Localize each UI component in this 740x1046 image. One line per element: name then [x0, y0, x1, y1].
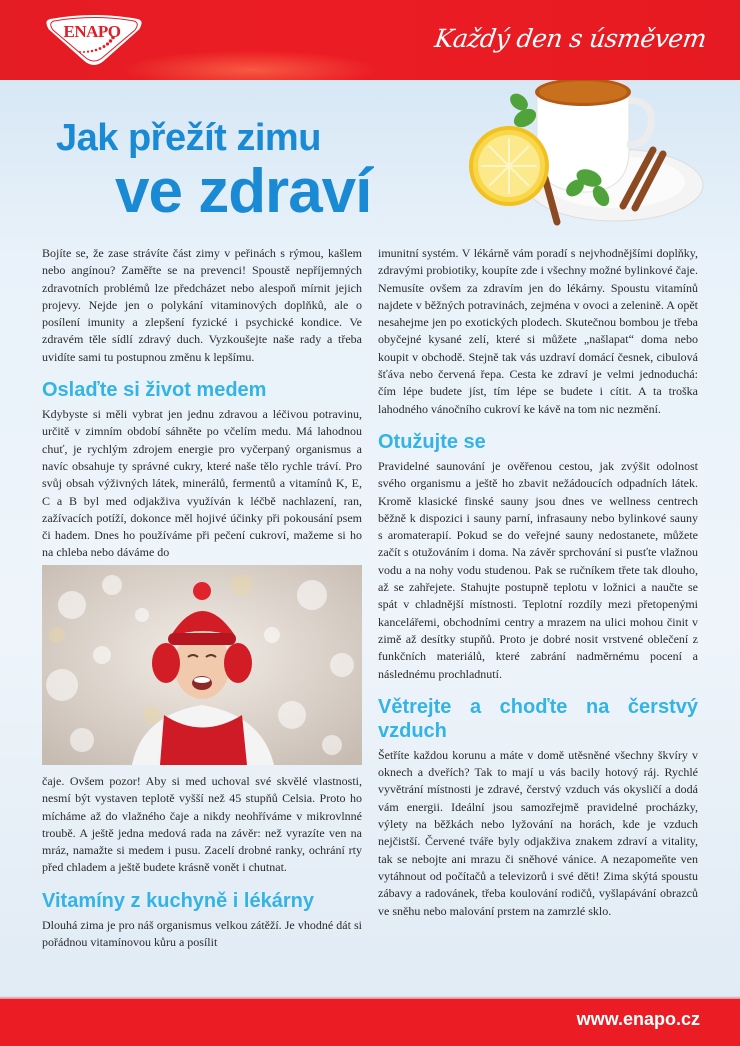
tea-cup-illustration [465, 80, 715, 230]
section-heading: Větrejte a choďte na čerstvý vzduch [378, 695, 698, 742]
section-paragraph: čaje. Ovšem pozor! Aby si med uchoval své skvělé vlastnosti, nesmí být vystaven teplotě vyšší než 45 stupňů Celsia. Proto ho mícháme až do vlažného čaje a nikdy neohříváme v mikrovlnné troubě. A ještě jedna medová rada na závěr: než vyrazíte ven na mráz, namažte si medem i pusu. Zacelí drobné ranky, ochrání rty před chladem a ještě budete krásně vonět i chutnat. [42, 774, 362, 875]
logo-text: ENAPO [63, 22, 121, 41]
intro-paragraph: Bojíte se, že zase strávíte část zimy v peřinách s rýmou, kašlem nebo angínou? Zaměřte se na prevenci! Spoustě nepříjemných zdravotních problémů lze předcházet nebo alespoň mírnit jejich projevy. Nejde jen o polykání vitaminových doplňků, ale o posílení imunity a zlepšení fyzické i psychické kondice. Ve zdravém těle sídlí zdravý duch. Vyzkoušejte naše rady a třeba uvidíte sami tu postupnou změnu k lepšímu. [42, 246, 362, 364]
column-left-continued [42, 773, 362, 951]
section-heading: Vitamíny z kuchyně i lékárny [42, 889, 314, 912]
section-heading: Otužujte se [378, 430, 486, 453]
photo-illustration [42, 565, 362, 765]
section-paragraph: Dlouhá zima je pro náš organismus velkou zátěží. Je vhodné dát si pořádnou vitamínovou kůru a posílit [42, 917, 362, 950]
section-paragraph: imunitní systém. V lékárně vám poradí s nejvhodnějšími doplňky, zdravými probiotiky, koupíte zde i všechny možné bylinkové čaje. Nemusíte ovšem za zdravím jen do lékárny. Spoustu vitamínů najdete v běžných potravinách, zejména v ovoci a zelenině. A opět nesahejme jen po exotických plodech. Skutečnou bombou je třeba obyčejné kysané zelí, které si můžete „našlapat“ doma nebo koupit v obchodě. Stejně tak vás uzdraví domácí česnek, cibulová šťáva nebo červená řepa. Cesta ke zdraví je velmi jednoduchá: čím lépe budete jíst, tím lépe se budete i cítit. A ta troška lahodného vánočního cukroví ke kávě na tom nic nezmění. [378, 246, 698, 416]
website-link[interactable]: www.enapo.cz [576, 1009, 700, 1029]
slogan: Každý den s úsměvem [432, 24, 709, 53]
header-banner [0, 0, 740, 80]
page-title-line2: ve zdraví [115, 157, 372, 226]
section-paragraph: Šetříte každou korunu a máte v domě utěsněné všechny škvíry v oknech a dveřích? Tak to mají u vás bacily hotový ráj. Rychlé vyvětrání místnosti je zdravé, čerstvý vzduch vás okysličí a dodá vám energii. Ideální jsou samozřejmě pravidelné procházky, výlety na běžkách nebo lyžování na horách, kde je vzduch nejčistší. Červené tváře byly odjakživa znakem zdraví a vitality, tak se nebojte ani mrazu či sněhové vánice. A nezapomeňte ven vytáhnout od počítačů a televizorů i své děti! Zima skýtá spoustu zábavy a radovánek, třeba koulování rodičů, vyšlapávání obrazců ve sněhu nebo malování prstem na zamrzlé sklo. [378, 747, 698, 918]
section-heading: Oslaďte si život medem [42, 379, 267, 402]
enapo-logo[interactable] [42, 12, 146, 68]
winter-woman-photo [42, 565, 362, 765]
footer-banner [0, 999, 740, 1046]
column-left [42, 245, 362, 562]
section-paragraph: Pravidelné saunování je ověřenou cestou, jak zvýšit odolnost svého organismu a ještě ho zbavit nežádoucích odpadních látek. Kromě klasické finské sauny jsou dnes ve wellness centrech běžně k dispozici i sauny parní, infrasauny nebo bylinkové sauny s aromaterapií. Pokud se do veřejné sauny nedostanete, můžete začít s otužováním i doma. Na závěr sprchování si pusťte vlažnou vodu a na nohy vodu studenou. Pak se ručníkem třete tak dlouho, až se zahřejete. Stahujte postupně teplotu v ložnici a naučte se spát v chladnější místnosti. Teplotní rozdíly mezi přetopenými kancelářemi, obchodními centry a mrazem na ulici mohou činit v zimě až desítky stupňů. Proto je dobré nosit vrstvené oblečení z funkčních materiálů, které zabrání nadměrnému pocení a následnému prochladnutí. [378, 458, 698, 681]
column-right [378, 245, 698, 920]
page-title-line1: Jak přežít zimu [56, 117, 321, 159]
section-paragraph: Kdybyste si měli vybrat jen jednu zdravou a léčivou potravinu, určitě v zimním období sáhněte po včelím medu. Má lahodnou chuť, je rychlým zdrojem energie pro vyčerpaný organismus a navíc obsahuje ty správné cukry, které naše tělo rychle tráví. Pro svůj obsah výživných látek, minerálů, fermentů a vitamínů K, E, C a B byl med odjakživa využíván k léčbě nachlazení, ran, zažívacích potíží, dokonce měl hojivé účinky při pokousání psem či hadem. Dnes ho používáme při pečení cukroví, mažeme si ho na chleba nebo dáváme do [42, 407, 362, 560]
